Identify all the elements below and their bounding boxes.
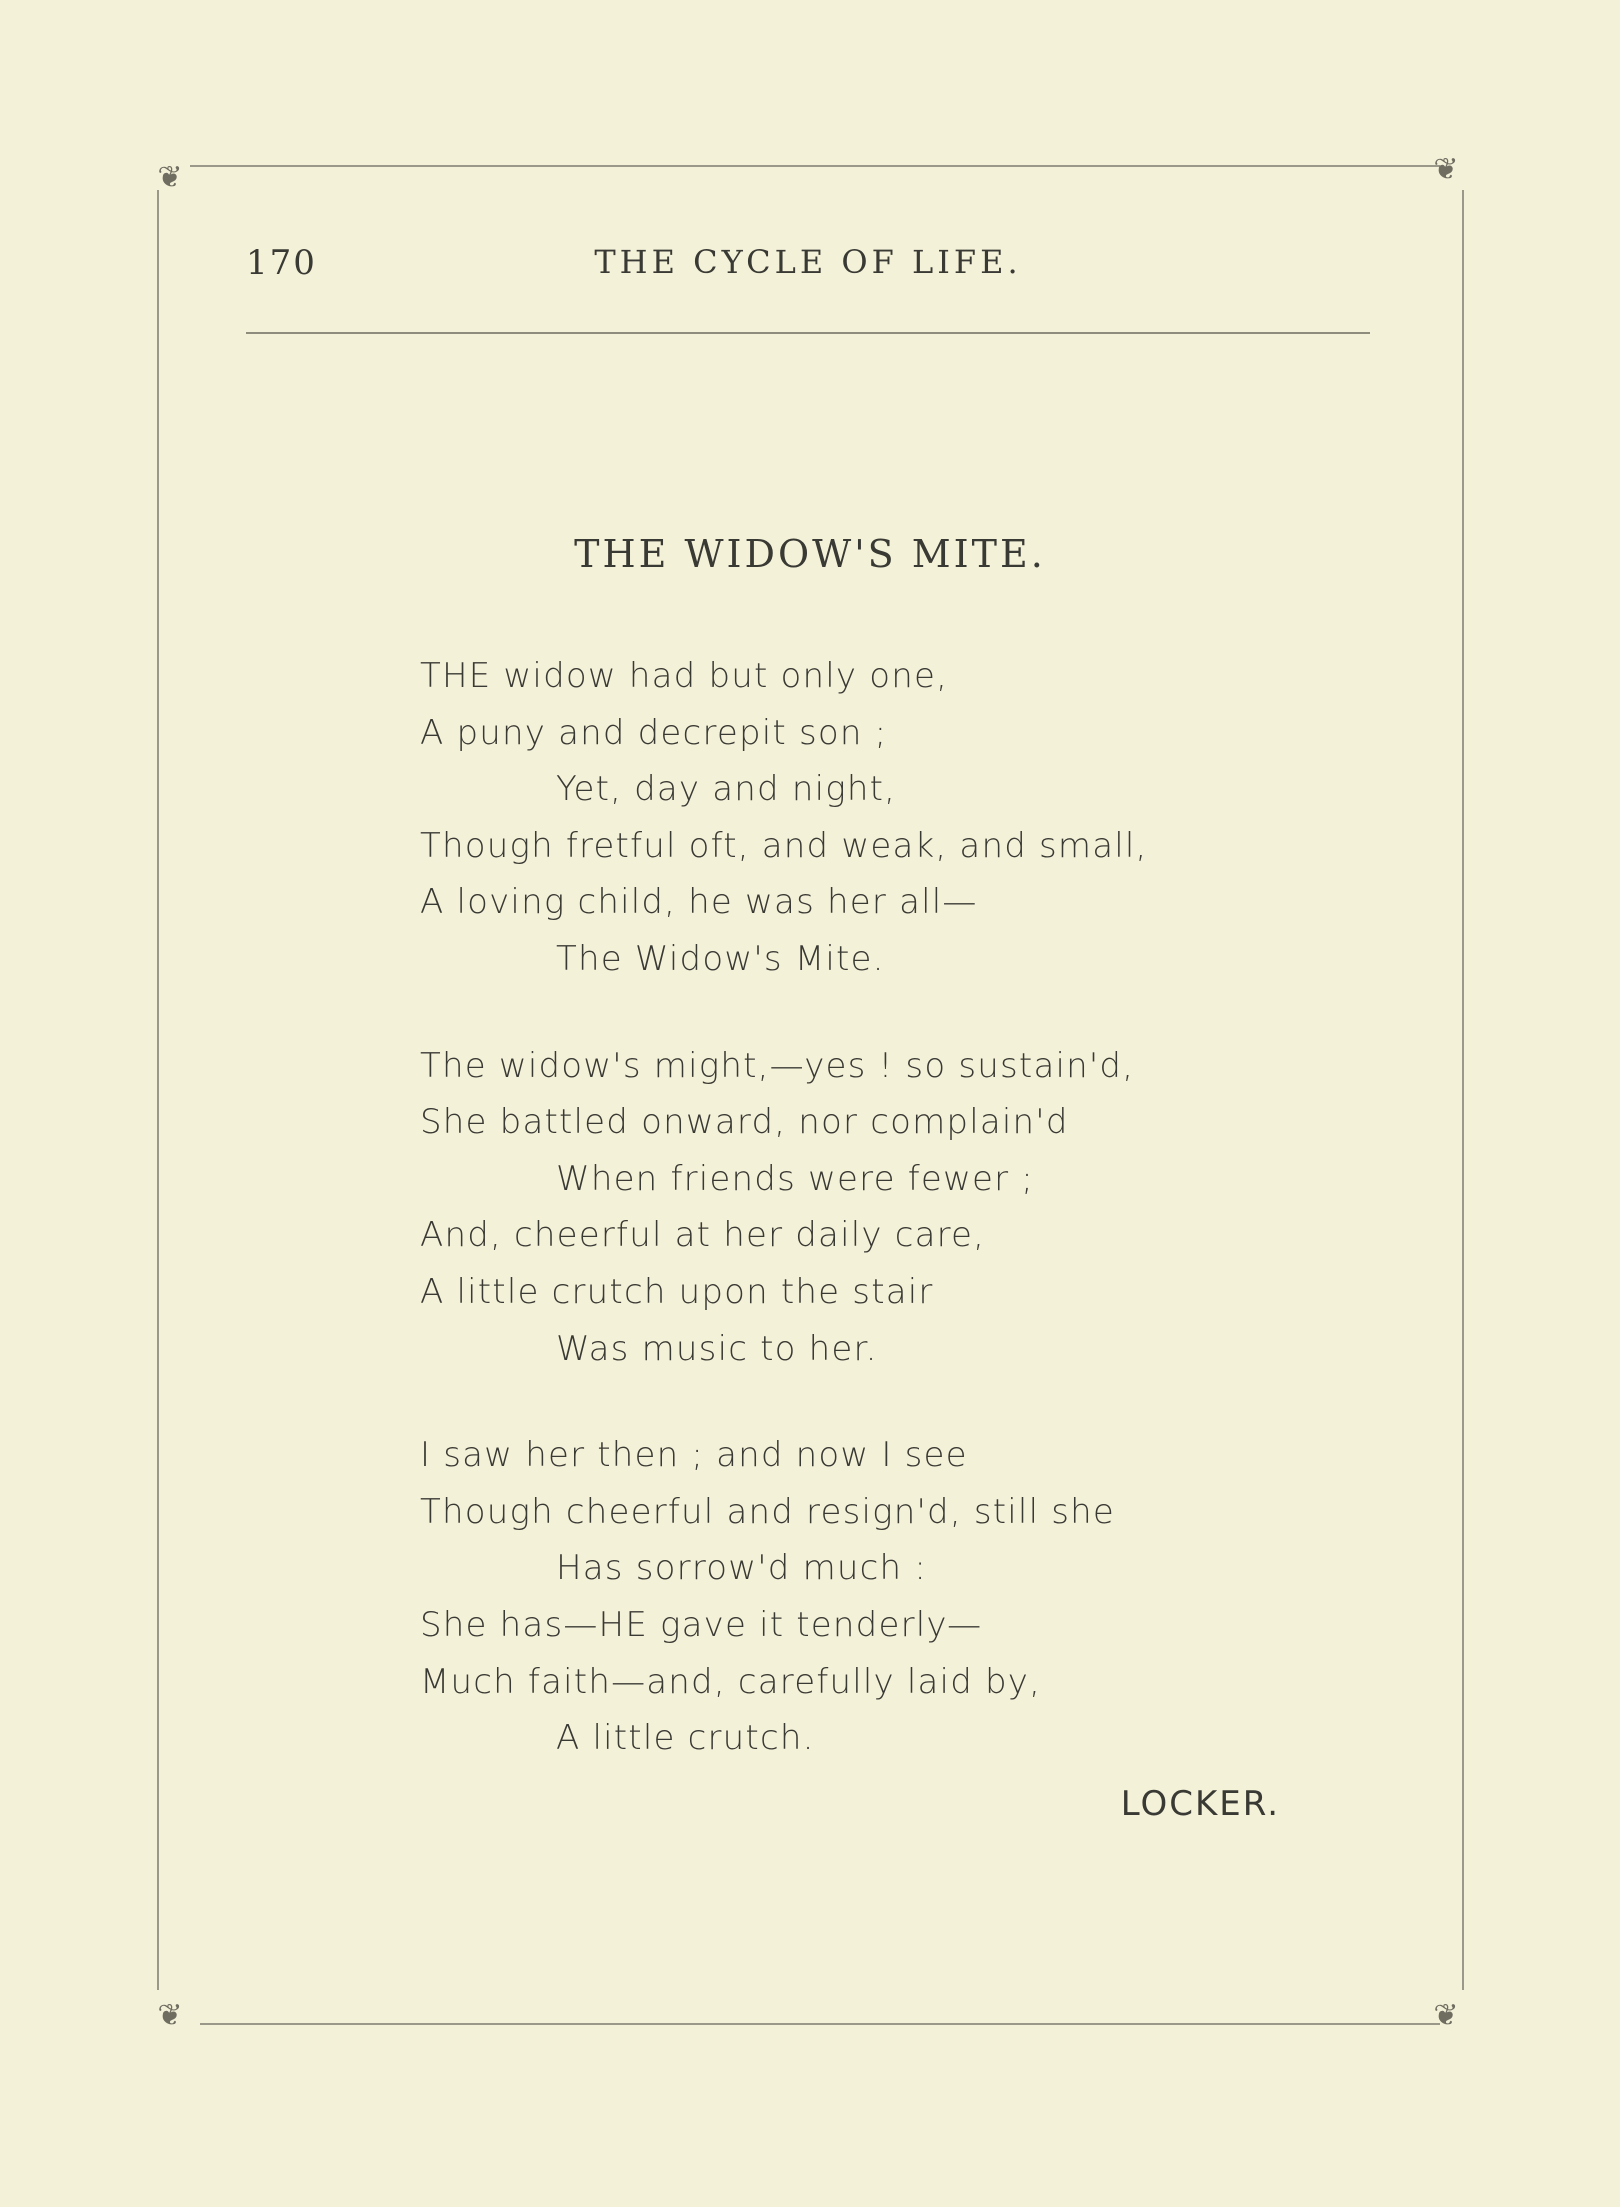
poem-line: She has—HE gave it tenderly— <box>420 1604 983 1645</box>
poem-line: Though fretful oft, and weak, and small, <box>420 825 1148 866</box>
page-number: 170 <box>246 243 317 283</box>
corner-ornament-top-right-icon: ❦ <box>1433 152 1459 187</box>
poem-line: A little crutch upon the stair <box>420 1271 934 1312</box>
corner-ornament-top-left-icon: ❦ <box>157 160 183 195</box>
poem-line: I saw her then ; and now I see <box>420 1435 968 1476</box>
poem-body <box>420 648 1320 1817</box>
poem-line: A puny and decrepit son ; <box>420 712 888 753</box>
poem-line: The widow's might,—yes ! so sustain'd, <box>420 1045 1135 1086</box>
poem-line-indented: Yet, day and night, <box>556 769 897 810</box>
stanza-3 <box>420 1427 1320 1767</box>
poem-title: THE WIDOW'S MITE. <box>574 532 1046 576</box>
frame-left-rule <box>157 190 159 1990</box>
poem-line: THE widow had but only one, <box>420 656 949 696</box>
stanza-1 <box>420 648 1320 988</box>
corner-ornament-bottom-right-icon: ❦ <box>1433 1998 1459 2033</box>
poem-line: Though cheerful and resign'd, still she <box>420 1491 1116 1532</box>
header-rule <box>246 332 1370 334</box>
poem-line-indented: Was music to her. <box>556 1328 878 1369</box>
stanza-2 <box>420 1038 1320 1378</box>
frame-bottom-rule <box>200 2023 1440 2025</box>
poem-line-indented: When friends were fewer ; <box>556 1158 1034 1199</box>
poem-line-indented: The Widow's Mite. <box>556 938 885 979</box>
poem-line: Much faith—and, carefully laid by, <box>420 1661 1042 1702</box>
frame-top-rule <box>190 165 1440 167</box>
poem-author: LOCKER. <box>1120 1784 1280 1824</box>
poem-line-indented: Has sorrow'd much : <box>556 1548 927 1589</box>
corner-ornament-bottom-left-icon: ❦ <box>157 1998 183 2033</box>
poem-line: She battled onward, nor complain'd <box>420 1102 1069 1143</box>
poem-line: A loving child, he was her all— <box>420 882 978 923</box>
poem-line: And, cheerful at her daily care, <box>420 1215 986 1256</box>
running-head <box>246 243 1370 293</box>
poem-line-indented: A little crutch. <box>556 1718 815 1759</box>
frame-right-rule <box>1462 190 1464 1990</box>
running-title: THE CYCLE OF LIFE. <box>594 243 1022 281</box>
